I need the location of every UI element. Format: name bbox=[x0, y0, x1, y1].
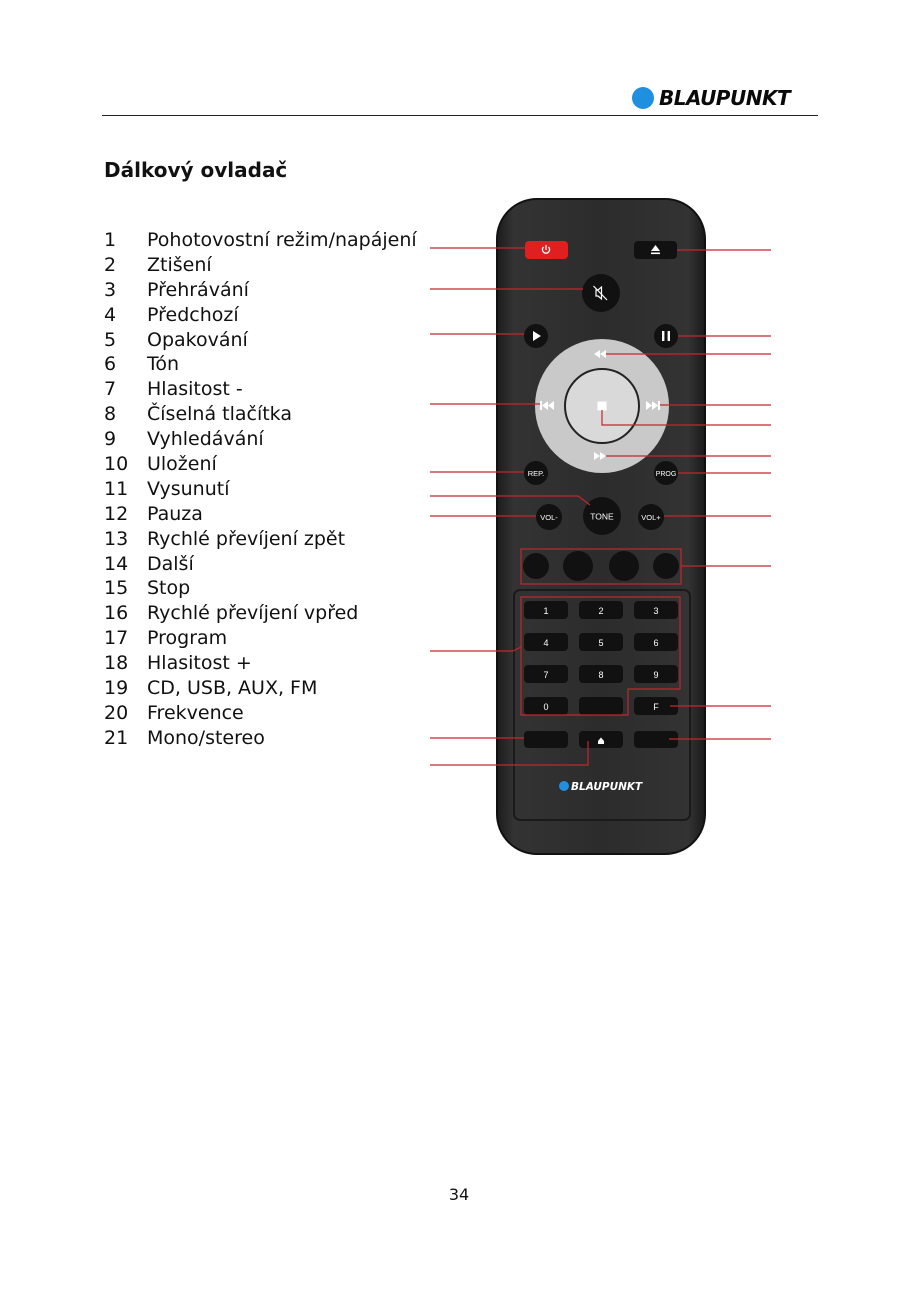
item-label: Rychlé převíjení vpřed bbox=[147, 602, 359, 625]
key-label: 2 bbox=[598, 606, 604, 616]
item-label: Pohotovostní režim/napájení bbox=[147, 229, 417, 251]
item-label: Opakování bbox=[147, 328, 248, 351]
item-label: Ztišení bbox=[147, 253, 212, 276]
item-number: 1 bbox=[104, 229, 117, 251]
item-number: 12 bbox=[104, 502, 129, 525]
key-label: 6 bbox=[653, 638, 659, 648]
item-number: 15 bbox=[104, 577, 129, 600]
key-label: 3 bbox=[653, 606, 659, 616]
item-label: Přehrávání bbox=[147, 278, 249, 301]
item-number: 7 bbox=[104, 378, 117, 401]
item-label: Číselná tlačítka bbox=[147, 403, 292, 426]
f-key-label: F bbox=[653, 702, 659, 712]
key-label: 7 bbox=[543, 670, 549, 680]
volume-down-label: VOL- bbox=[540, 513, 558, 522]
item-label: Program bbox=[147, 627, 228, 650]
item-label: Stop bbox=[147, 577, 191, 600]
item-label: Pauza bbox=[147, 502, 203, 525]
logo-text: BLAUPUNKT bbox=[659, 86, 791, 110]
source-button-cd[interactable] bbox=[523, 553, 549, 579]
item-number: 13 bbox=[104, 527, 129, 550]
item-number: 5 bbox=[104, 328, 117, 351]
page-title: Dálkový ovladač bbox=[104, 158, 288, 182]
item-number: 6 bbox=[104, 353, 117, 376]
item-number: 21 bbox=[104, 726, 129, 749]
repeat-label: REP. bbox=[527, 469, 545, 478]
item-label: Mono/stereo bbox=[147, 726, 265, 749]
key-label: 1 bbox=[543, 606, 549, 616]
item-label: Vysunutí bbox=[147, 477, 230, 500]
source-button-usb[interactable] bbox=[563, 551, 593, 581]
item-label: Vyhledávání bbox=[147, 428, 264, 451]
item-label: Uložení bbox=[147, 453, 217, 476]
item-label: Rychlé převíjení zpět bbox=[147, 527, 346, 550]
key-label: 4 bbox=[543, 638, 549, 648]
key-blank[interactable] bbox=[579, 697, 623, 715]
item-number: 18 bbox=[104, 652, 129, 675]
item-label: Další bbox=[147, 552, 194, 575]
remote-logo-text: BLAUPUNKT bbox=[571, 781, 643, 793]
key-label: 9 bbox=[653, 670, 659, 680]
item-number: 20 bbox=[104, 701, 129, 724]
source-button-fm[interactable] bbox=[653, 553, 679, 579]
remote-logo-dot-icon bbox=[559, 781, 569, 791]
item-number: 14 bbox=[104, 552, 129, 575]
item-number: 17 bbox=[104, 627, 129, 650]
item-number: 2 bbox=[104, 253, 117, 276]
item-label: CD, USB, AUX, FM bbox=[147, 677, 318, 700]
item-label: Tón bbox=[147, 353, 180, 376]
tone-label: TONE bbox=[590, 511, 614, 522]
pause-button[interactable] bbox=[654, 324, 678, 348]
item-label: Předchozí bbox=[147, 303, 239, 326]
item-label: Hlasitost - bbox=[147, 378, 243, 401]
stop-icon bbox=[598, 402, 607, 411]
item-label: Frekvence bbox=[147, 701, 244, 724]
key-label: 8 bbox=[598, 670, 604, 680]
page-number: 34 bbox=[448, 1185, 470, 1204]
source-button-aux[interactable] bbox=[609, 551, 639, 581]
key-label: 5 bbox=[598, 638, 604, 648]
item-number: 8 bbox=[104, 403, 117, 426]
item-number: 19 bbox=[104, 677, 129, 700]
item-number: 10 bbox=[104, 453, 129, 476]
item-number: 3 bbox=[104, 278, 117, 301]
item-number: 4 bbox=[104, 303, 117, 326]
search-button[interactable] bbox=[524, 731, 568, 748]
item-number: 16 bbox=[104, 602, 129, 625]
item-label: Hlasitost + bbox=[147, 652, 252, 675]
item-number: 9 bbox=[104, 428, 117, 451]
item-number: 11 bbox=[104, 477, 129, 500]
program-label: PROG bbox=[655, 471, 677, 478]
key-label: 0 bbox=[543, 702, 549, 712]
volume-up-label: VOL+ bbox=[641, 513, 661, 522]
